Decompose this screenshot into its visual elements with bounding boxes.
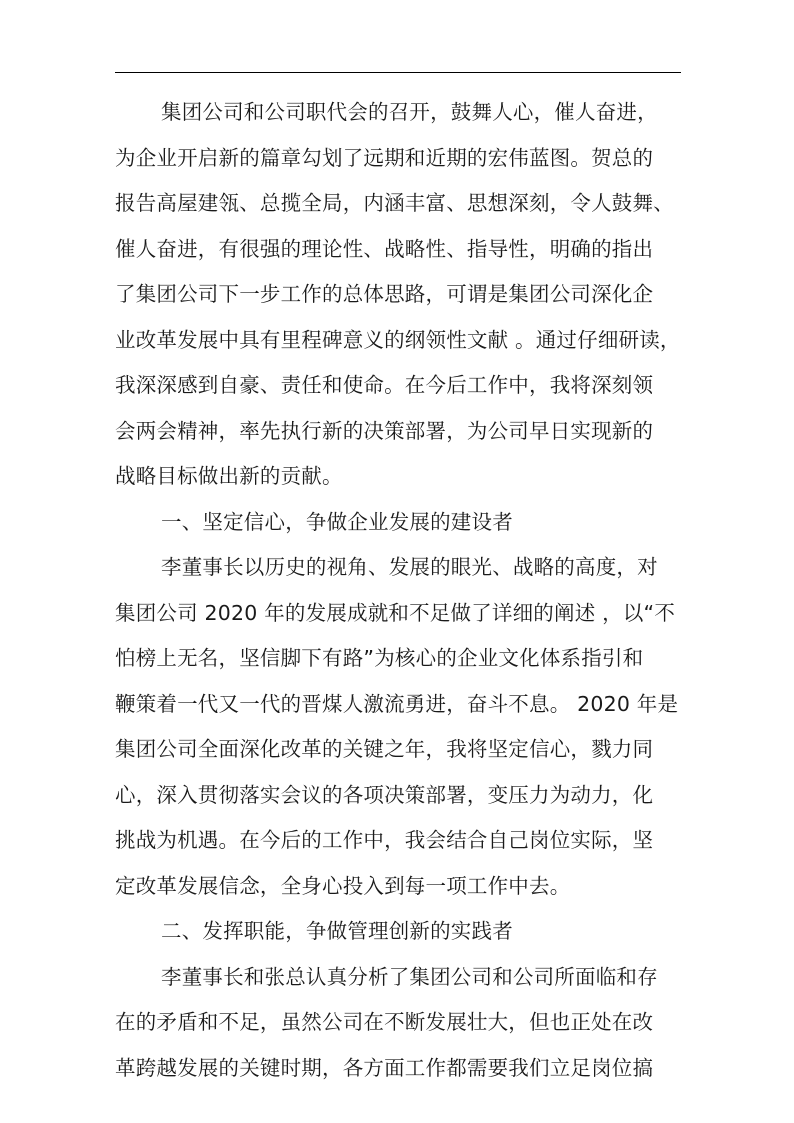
text-line: 集团公司 2020 年的发展成就和不足做了详细的阐述 ，以“不 [115,600,676,625]
text-line: 业改革发展中具有里程碑意义的纲领性文献 。通过仔细研读， [115,327,681,352]
text-line: 定改革发展信念，全身心投入到每一项工作中去。 [115,873,571,898]
text-line: 战略目标做出新的贡献。 [115,464,343,488]
text-line: 报告高屋建瓴、总揽全局，内涵丰富、思想深刻，令人鼓舞、 [115,191,674,215]
text-line: 我深深感到自豪、责任和使命。在今后工作中，我将深刻领 [115,373,654,397]
text-line: 二、发挥职能，争做管理创新的实践者 [161,919,513,943]
text-line: 催人奋进，有很强的理论性、战略性、指导性，明确的指出 [115,236,654,261]
text-line: 了集团公司下一步工作的总体思路，可谓是集团公司深化企 [115,282,654,306]
text-line: 李董事长和张总认真分析了集团公司和公司所面临和存 [161,964,658,989]
text-line: 在的矛盾和不足，虽然公司在不断发展壮大，但也正处在改 [115,1010,654,1034]
text-line: 挑战为机遇。在今后的工作中，我会结合自己岗位实际，坚 [115,828,654,852]
text-line: 一、坚定信心，争做企业发展的建设者 [161,509,513,534]
text-line: 心，深入贯彻落实会议的各项决策部署，变压力为动力，化 [115,782,654,807]
text-line: 集团公司全面深化改革的关键之年，我将坚定信心，戮力同 [115,737,654,761]
text-line: 会两会精神，率先执行新的决策部署，为公司早日实现新的 [115,418,654,443]
text-line: 鞭策着一代又一代的晋煤人激流勇进，奋斗不息。 2020 年是 [115,691,679,716]
text-line: 怕榜上无名，坚信脚下有路”为核心的企业文化体系指引和 [115,646,644,670]
text-line: 集团公司和公司职代会的召开，鼓舞人心，催人奋进， [161,100,658,124]
header-rule [115,72,681,73]
text-line: 为企业开启新的篇章勾划了远期和近期的宏伟蓝图。贺总的 [115,145,654,170]
text-line: 革跨越发展的关键时期，各方面工作都需要我们立足岗位搞 [115,1055,654,1080]
document-body [115,90,681,1091]
text-line: 李董事长以历史的视角、发展的眼光、战略的高度，对 [161,555,658,579]
